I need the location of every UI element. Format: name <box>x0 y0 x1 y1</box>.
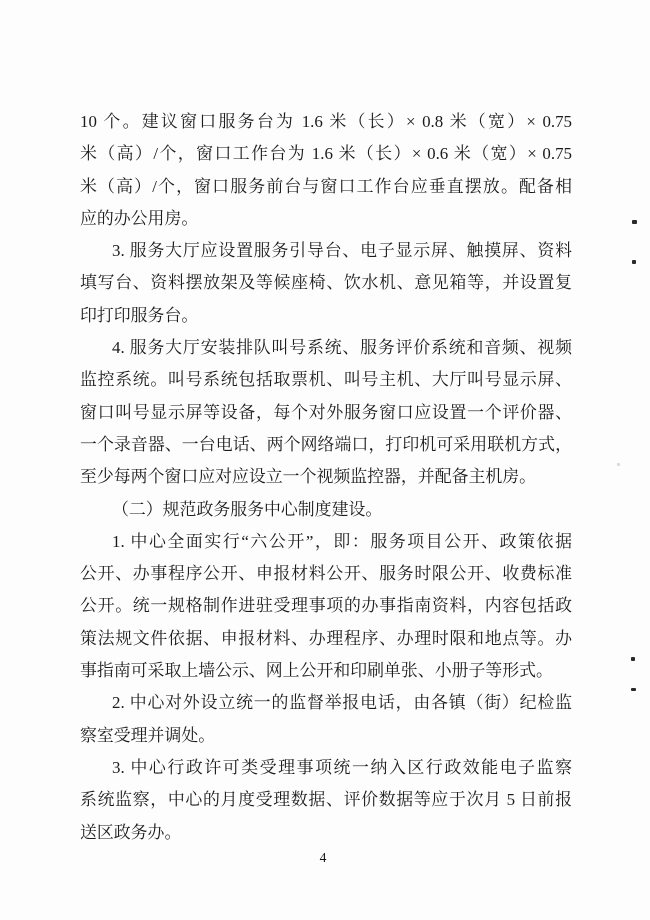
text-line: 2. 中心对外设立统一的监督举报电话，由各镇（街）纪检监 <box>112 693 572 713</box>
text-line: 窗口叫号显示屏等设备，每个对外服务窗口应设置一个评价器、 <box>80 402 572 422</box>
text-line: 米（高）/个，窗口服务前台与窗口工作台应垂直摆放。配备相 <box>80 176 572 196</box>
text-line: 一个录音器、一台电话、两个网络端口，打印机可采用联机方式， <box>80 434 572 454</box>
text-line: 印打印服务台。 <box>80 305 199 325</box>
text-line: 策法规文件依据、申报材料、办理程序、办理时限和地点等。办 <box>80 628 572 648</box>
text-line: 3. 中心行政许可类受理事项统一纳入区行政效能电子监察 <box>112 757 572 777</box>
text-line: 公开、办事程序公开、申报材料公开、服务时限公开、收费标准 <box>80 564 572 584</box>
text-line: 10 个。建议窗口服务台为 1.6 米（长）× 0.8 米（宽）× 0.75 <box>80 112 572 131</box>
document-body <box>80 106 572 849</box>
paragraph <box>80 526 572 687</box>
text-line: 1. 中心全面实行“六公开”，即：服务项目公开、政策依据 <box>112 531 572 551</box>
paragraph <box>80 752 572 849</box>
paragraph <box>80 332 572 493</box>
paragraph <box>80 687 572 752</box>
paragraph <box>80 235 572 332</box>
scan-speck <box>632 260 636 264</box>
text-line: （二）规范政务服务中心制度建设。 <box>112 499 383 519</box>
page-number: 4 <box>319 850 327 865</box>
text-line: 察室受理并调处。 <box>80 725 216 745</box>
text-line: 公开。统一规格制作进驻受理事项的办事指南资料，内容包括政 <box>80 596 572 616</box>
scan-speck <box>617 463 620 466</box>
text-line: 米（高）/个，窗口工作台为 1.6 米（长）× 0.6 米（宽）× 0.75 <box>80 144 572 164</box>
scan-speck <box>631 657 635 661</box>
text-line: 送区政务办。 <box>80 822 182 842</box>
text-line: 应的办公用房。 <box>80 208 199 228</box>
paragraph <box>80 494 572 526</box>
text-line: 监控系统。叫号系统包括取票机、叫号主机、大厅叫号显示屏、 <box>80 370 572 390</box>
text-line: 系统监察，中心的月度受理数据、评价数据等应于次月 5 日前报 <box>80 790 572 810</box>
paragraph <box>80 106 572 235</box>
text-line: 事指南可采取上墙公示、网上公开和印刷单张、小册子等形式。 <box>80 661 553 681</box>
text-line: 至少每两个窗口应对应设立一个视频监控器，并配备主机房。 <box>80 467 537 487</box>
text-line: 填写台、资料摆放架及等候座椅、饮水机、意见箱等，并设置复 <box>80 273 572 293</box>
text-line: 3. 服务大厅应设置服务引导台、电子显示屏、触摸屏、资料 <box>112 241 572 261</box>
text-line: 4. 服务大厅安装排队叫号系统、服务评价系统和音频、视频 <box>112 338 572 358</box>
scan-speck <box>632 220 637 224</box>
scan-speck <box>631 688 636 691</box>
